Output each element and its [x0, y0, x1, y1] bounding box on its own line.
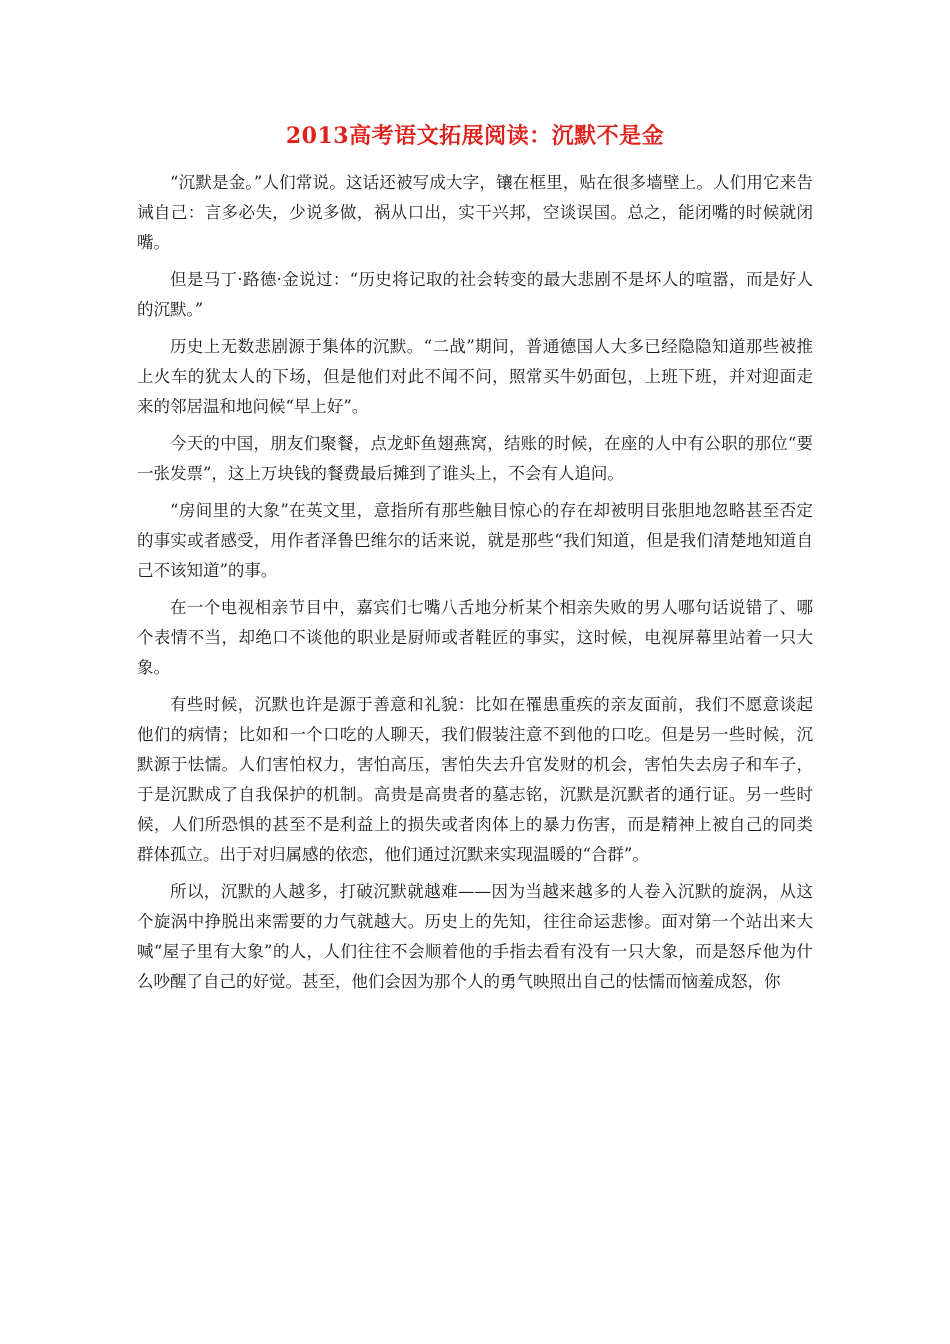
paragraph-1: “沉默是金。”人们常说。这话还被写成大字，镶在框里，贴在很多墙壁上。人们用它来告诫自己：言多必失，少说多做，祸从口出，实干兴邦，空谈误国。总之，能闭嘴的时候就闭嘴。	[137, 173, 813, 252]
paragraph-6: 在一个电视相亲节目中，嘉宾们七嘴八舌地分析某个相亲失败的男人哪句话说错了、哪个表情不当，却绝口不谈他的职业是厨师或者鞋匠的事实，这时候，电视屏幕里站着一只大象。	[137, 598, 813, 677]
document-title: 2013高考语文拓展阅读：沉默不是金	[285, 123, 665, 149]
paragraph-8: 所以，沉默的人越多，打破沉默就越难——因为当越来越多的人卷入沉默的旋涡，从这个旋涡中挣脱出来需要的力气就越大。历史上的先知，往往命运悲惨。面对第一个站出来大喊“屋子里有大象”的人，人们往往不会顺着他的手指去看有没有一只大象，而是怒斥他为什么吵醒了自己的好觉。甚至，他们会因为那个人的勇气映照出自己的怯懦而恼羞成怒，你	[137, 882, 813, 991]
paragraph-7: 有些时候，沉默也许是源于善意和礼貌：比如在罹患重疾的亲友面前，我们不愿意谈起他们的病情；比如和一个口吃的人聊天，我们假装注意不到他的口吃。但是另一些时候，沉默源于怯懦。人们害怕权力，害怕高压，害怕失去升官发财的机会，害怕失去房子和车子，于是沉默成了自我保护的机制。高贵是高贵者的墓志铭，沉默是沉默者的通行证。另一些时候，人们所恐惧的甚至不是利益上的损失或者肉体上的暴力伤害，而是精神上被自己的同类群体孤立。出于对归属感的依恋，他们通过沉默来实现温暖的“合群”。	[137, 695, 813, 864]
paragraph-3: 历史上无数悲剧源于集体的沉默。“二战”期间，普通德国人大多已经隐隐知道那些被推上火车的犹太人的下场，但是他们对此不闻不问，照常买牛奶面包，上班下班，并对迎面走来的邻居温和地问候“早上好”。	[137, 337, 813, 416]
paragraph-4: 今天的中国，朋友们聚餐，点龙虾鱼翅燕窝，结账的时候，在座的人中有公职的那位“要一张发票”，这上万块钱的餐费最后摊到了谁头上，不会有人追问。	[137, 434, 813, 483]
paragraph-5: “房间里的大象”在英文里，意指所有那些触目惊心的存在却被明目张胆地忽略甚至否定的事实或者感受，用作者泽鲁巴维尔的话来说，就是那些“我们知道，但是我们清楚地知道自己不该知道”的事。	[137, 501, 813, 580]
paragraph-2: 但是马丁·路德·金说过：“历史将记取的社会转变的最大悲剧不是坏人的喧嚣，而是好人的沉默。”	[137, 270, 813, 319]
document-body	[137, 168, 813, 1004]
